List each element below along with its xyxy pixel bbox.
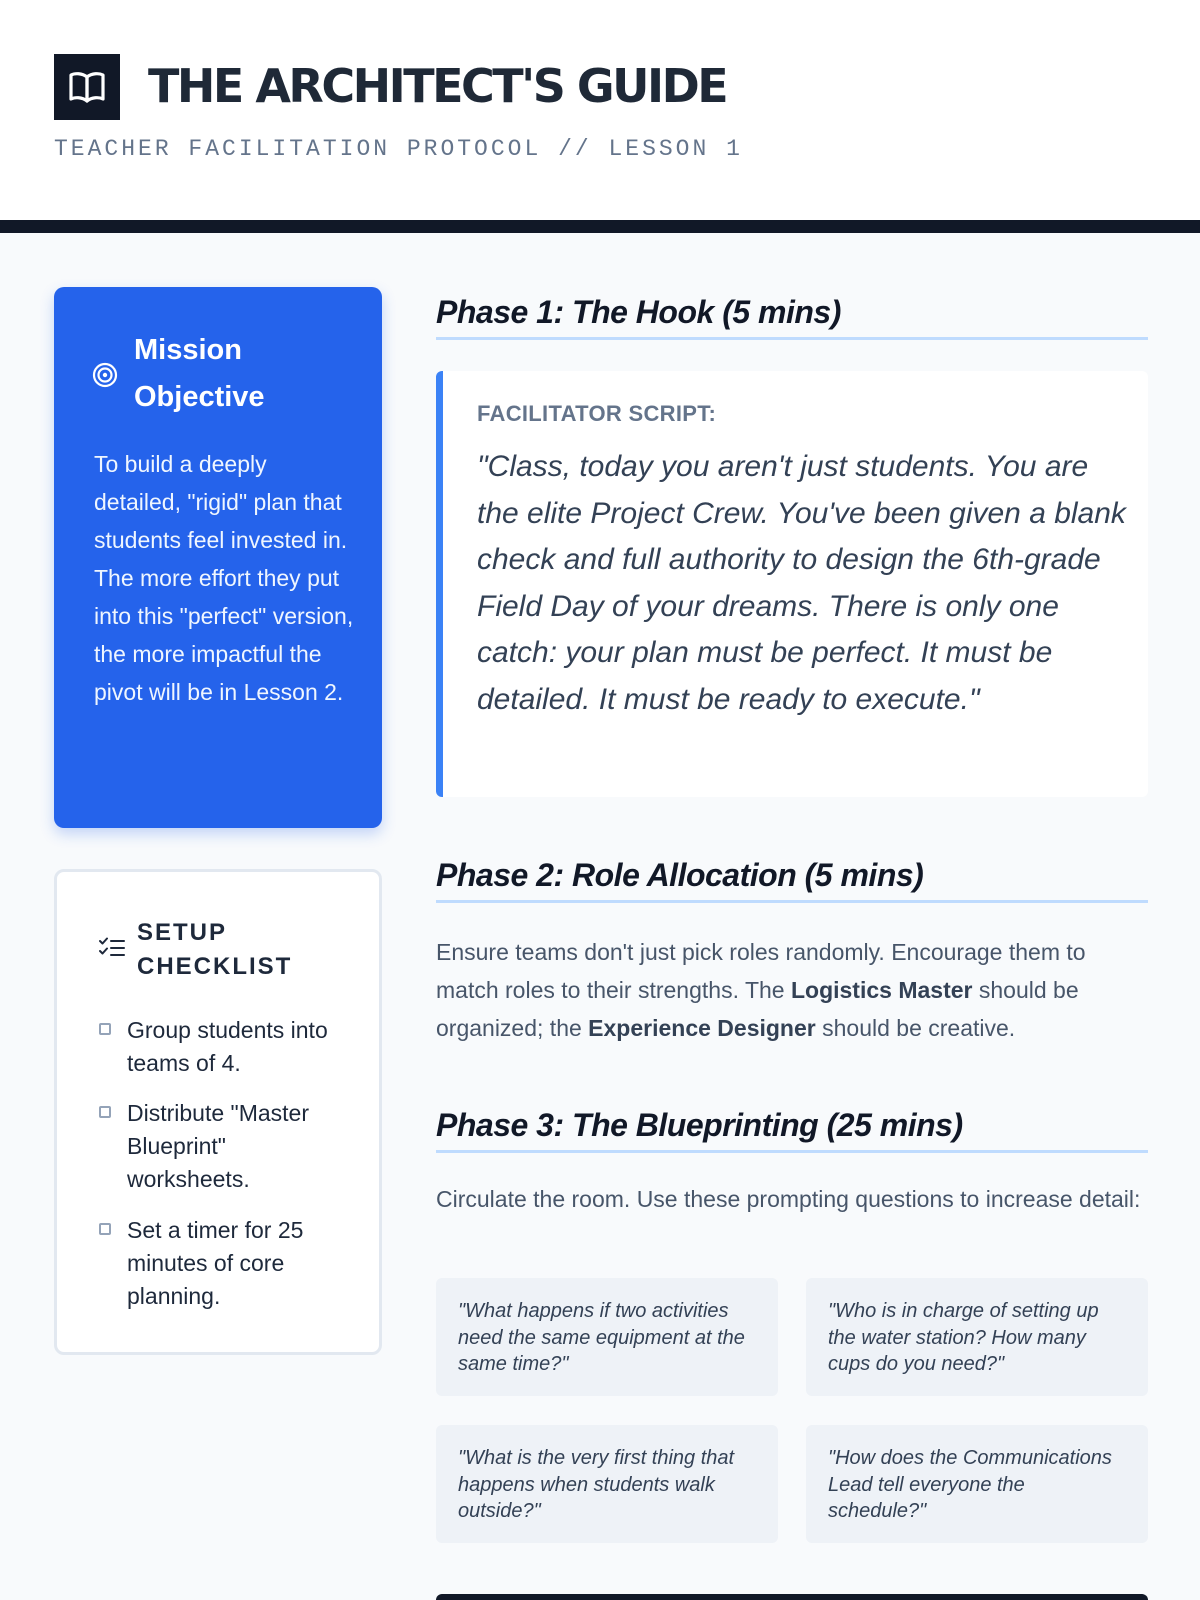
script-label: FACILITATOR SCRIPT:: [477, 401, 717, 426]
checklist-item[interactable]: [99, 1097, 349, 1197]
prompt-question: "How does the Communications Lead tell everyone the schedule?": [828, 1447, 1112, 1522]
page-title: THE ARCHITECT'S GUIDE: [148, 59, 727, 113]
role-logistics-master: Logistics Master: [790, 977, 973, 1003]
checklist-icon: [99, 937, 125, 959]
prompt-question-card: [436, 1278, 778, 1396]
page-subtitle: TEACHER FACILITATION PROTOCOL // LESSON 1: [54, 136, 743, 162]
script-quote: "Class, today you aren't just students. You are the elite Project Crew. You've been given a blank check and full authority to design the 6th-grade Field Day of your dreams. There is only one catch: your plan must be perfect. It must be detailed. It must be ready to execute.": [477, 450, 1126, 716]
prompt-question: "What is the very first thing that happens when students walk outside?": [458, 1447, 735, 1522]
facilitator-script-box: [436, 371, 1148, 797]
mission-body: To build a deeply detailed, "rigid" plan that students feel invested in. The more effort they put into this "perfect" version, the more impactful the pivot will be in Lesson 2.: [94, 451, 354, 705]
target-icon: [92, 362, 118, 388]
phase-2-heading: Phase 2: Role Allocation (5 mins): [436, 853, 1148, 903]
book-open-icon: [68, 70, 106, 104]
phase-2-text: Ensure teams don't just pick roles randomly. Encourage them to match roles to their strengths. The: [436, 939, 1086, 1003]
logo: [54, 54, 120, 120]
page-header: [0, 0, 1200, 233]
mission-objective-card: [54, 287, 382, 828]
checklist-item[interactable]: [99, 1214, 349, 1314]
phase-1-heading: Phase 1: The Hook (5 mins): [436, 290, 1148, 340]
phase-2-text: should be organized; the: [436, 977, 1079, 1041]
mission-title: Mission Objective: [134, 334, 265, 413]
prompt-question-card: [806, 1278, 1148, 1396]
setup-checklist-card: [54, 869, 382, 1355]
checklist-title: SETUP CHECKLIST: [137, 919, 293, 980]
role-experience-designer: Experience Designer: [588, 1015, 816, 1041]
checkbox[interactable]: [99, 1106, 111, 1118]
checklist-item-label: Set a timer for 25 minutes of core planning.: [127, 1217, 304, 1309]
phase-3-heading: Phase 3: The Blueprinting (25 mins): [436, 1103, 1148, 1153]
next-section-edge: [436, 1594, 1148, 1600]
checkbox[interactable]: [99, 1023, 111, 1035]
prompt-question: "What happens if two activities need the same equipment at the same time?": [458, 1300, 745, 1375]
phase-3-intro: Circulate the room. Use these prompting questions to increase detail:: [436, 1186, 1141, 1212]
checklist-item[interactable]: [99, 1014, 349, 1084]
checklist-item-label: Distribute "Master Blueprint" worksheets.: [127, 1100, 309, 1192]
prompt-question-card: [806, 1425, 1148, 1543]
phase-2-description: [436, 933, 1148, 1047]
prompt-question-card: [436, 1425, 778, 1543]
checkbox[interactable]: [99, 1223, 111, 1235]
prompt-question: "Who is in charge of setting up the water station? How many cups do you need?": [828, 1300, 1099, 1375]
phase-2-text: should be creative.: [815, 1015, 1016, 1041]
checklist-item-label: Group students into teams of 4.: [127, 1017, 328, 1076]
